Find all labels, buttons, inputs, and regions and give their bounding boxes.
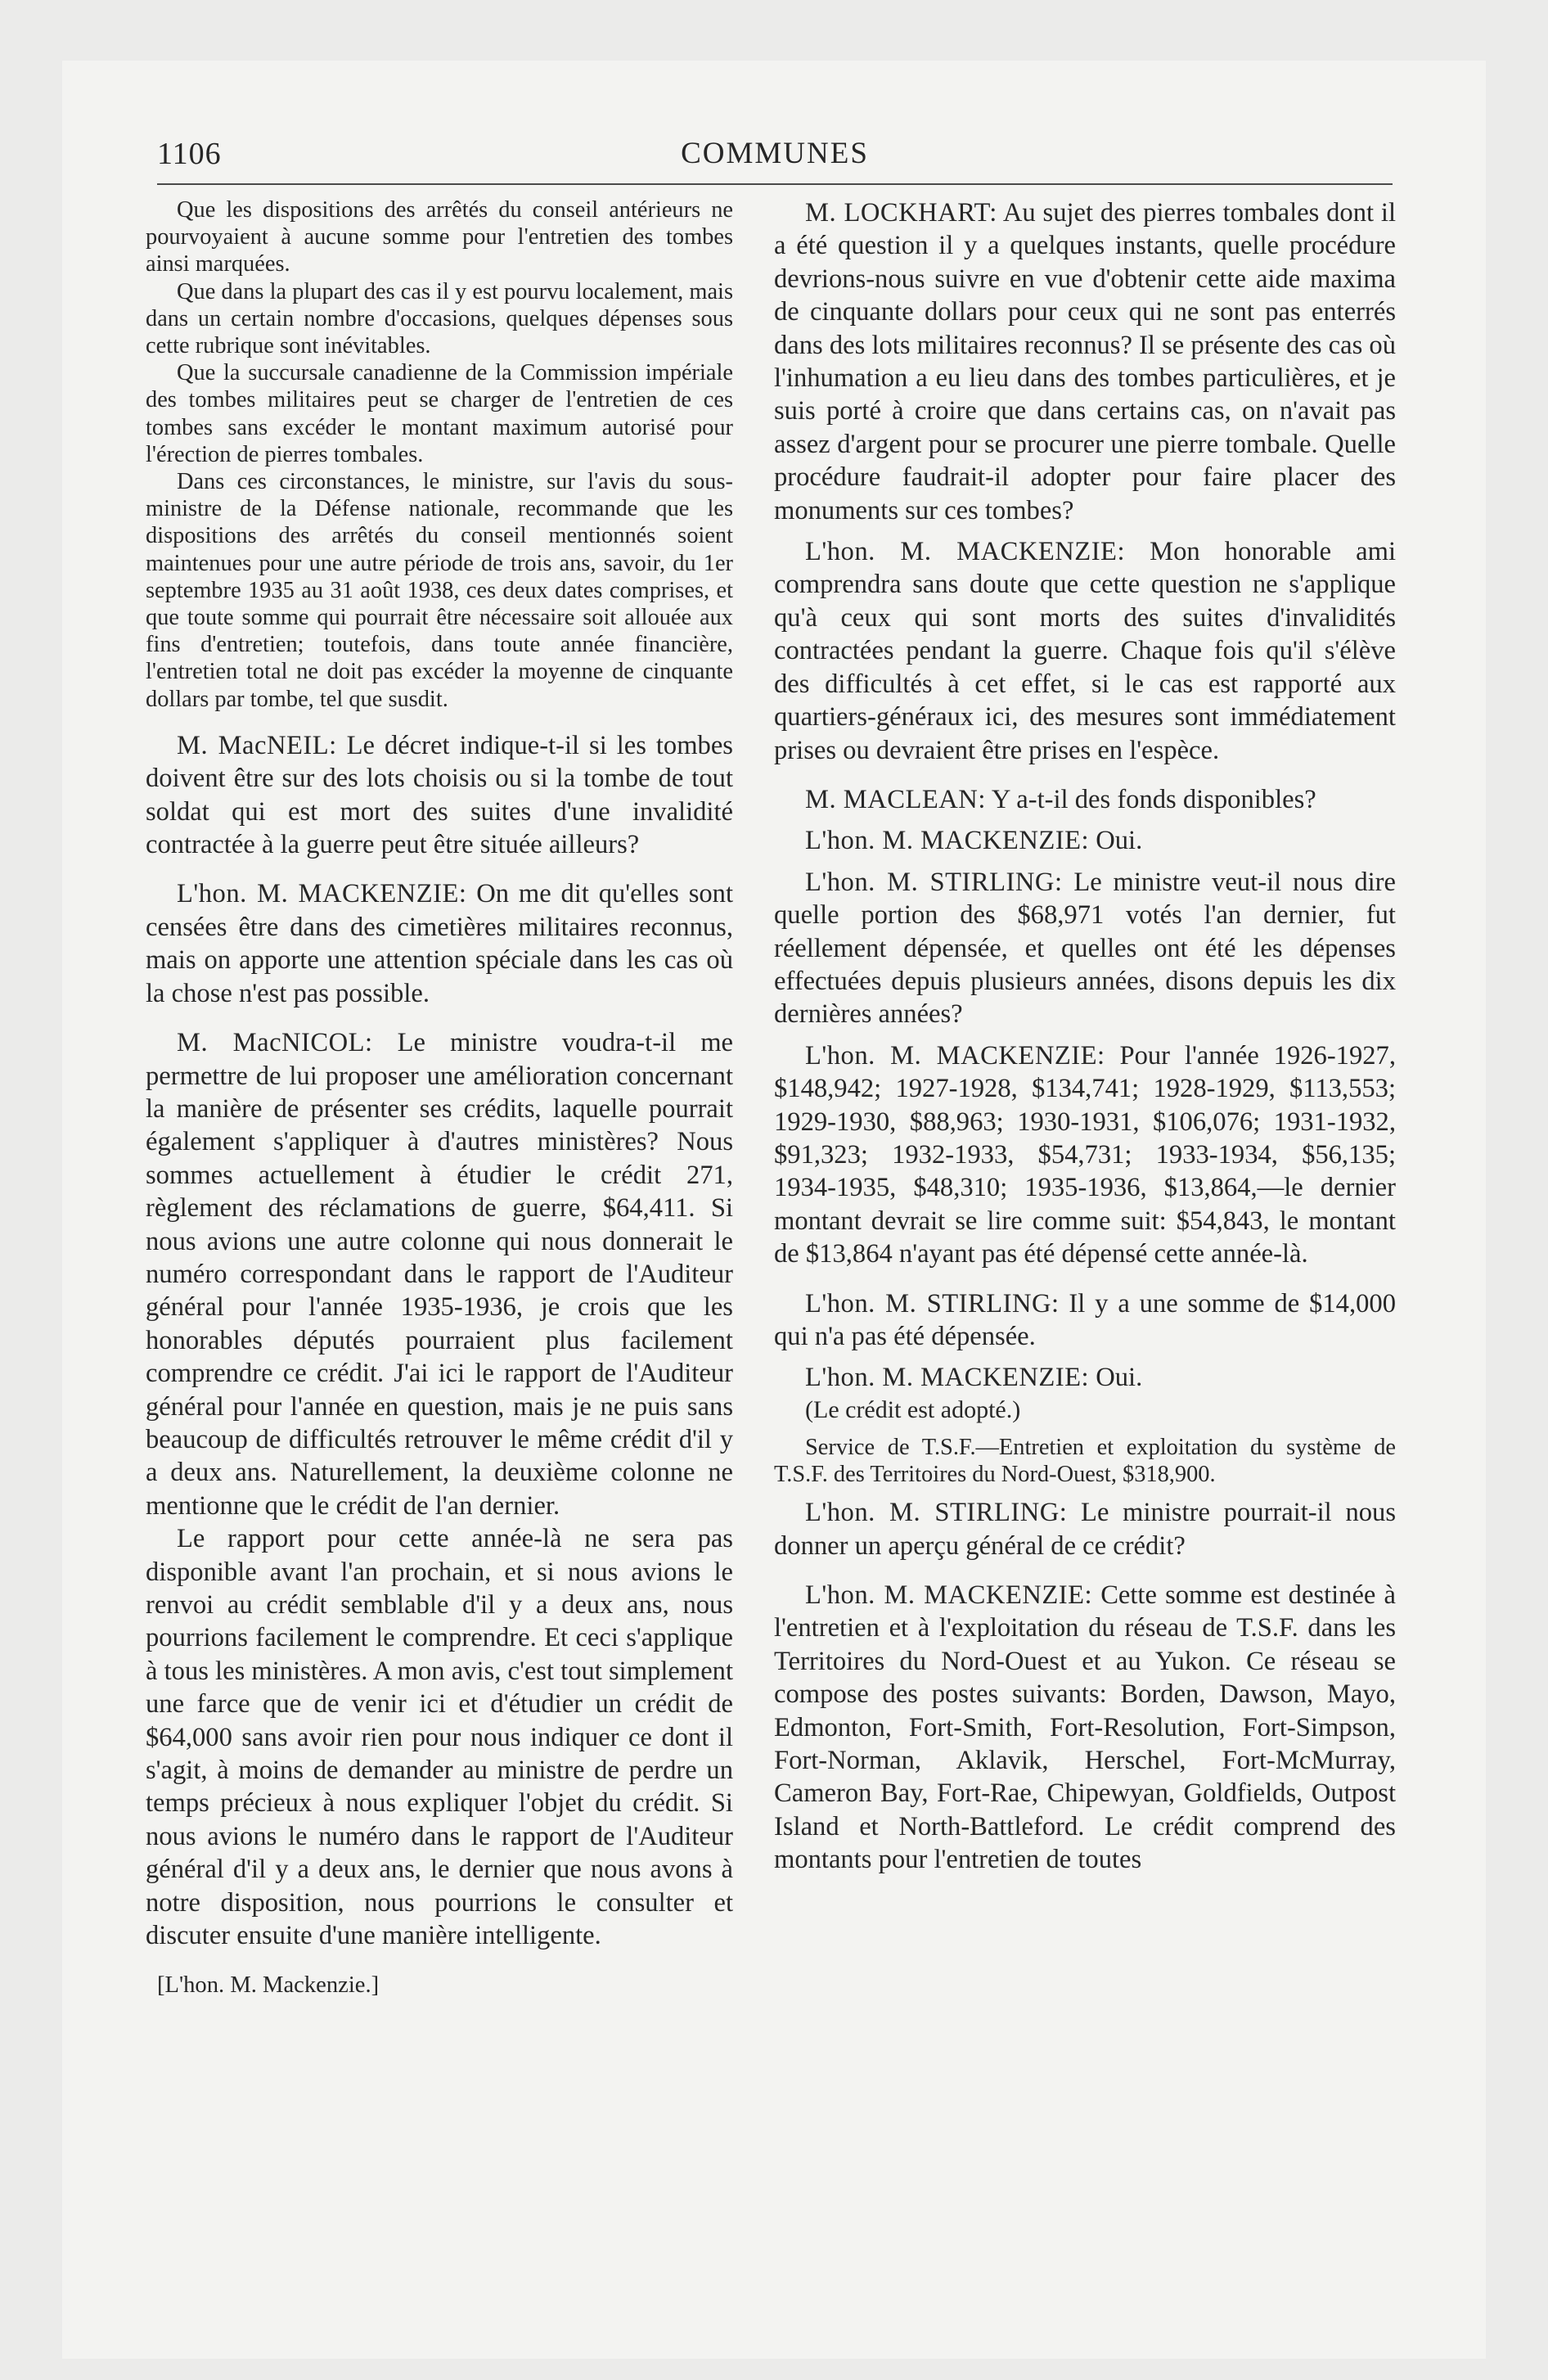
speech-paragraph	[774, 196, 1396, 527]
speaker-name: M. LOCKHART:	[805, 198, 997, 228]
speech-paragraph	[146, 877, 733, 1010]
speech-paragraph	[774, 866, 1396, 1031]
speech-text: Cette somme est destinée à l'entretien et à l'exploitation du réseau de T.S.F. dans les Territoires du Nord-Ouest et au Yukon. Ce réseau se compose des postes suivants: Borden, Dawson, Mayo, Edmonton, Fort-Smith, Fort-Resolution, Fort-Simpson, Fort-Norman, Aklavik, Herschel, Fort-McMurray, Cameron Bay, Fort-Rae, Chipewyan, Goldfields, Outpost Island et North-Battleford. Le crédit comprend des montants pour l'entretien de toutes	[774, 1580, 1396, 1875]
speech-text: Le ministre veut-il nous dire quelle portion des $68,971 votés l'an dernier, fut réellement dépensée, et quelles ont été les dépenses effectuées depuis plusieurs années, disons depuis les dix dernières années?	[774, 867, 1396, 1030]
speaker-attribution: [L'hon. M. Mackenzie.]	[157, 1972, 380, 1999]
page-header	[157, 136, 1393, 177]
speech-text: Au sujet des pierres tombales dont il a été question il y a quelques instants, quelle procédure devrions-nous suivre en vue d'obtenir cette aide maxima de cinquante dollars pour ceux qui ne sont pas enterrés dans des lots militaires reconnus? Il se présente des cas où l'inhumation a eu lieu dans des tombes particulières, et je suis porté à croire que dans certains cas, on n'avait pas assez d'argent pour se procurer une pierre tombale. Quelle procédure faudrait-il adopter pour faire placer des monuments sur ces tombes?	[774, 198, 1396, 525]
speech-paragraph	[774, 1287, 1396, 1354]
speech-paragraph	[774, 783, 1396, 816]
speech-text: Le décret indique-t-il si les tombes doivent être sur des lots choisis ou si la tombe de tout soldat qui est mort des suites d'une invalidité contractée à la guerre peut être située ailleurs?	[146, 730, 733, 860]
speech-text: Le ministre pourrait-il nous donner un aperçu général de ce crédit?	[774, 1498, 1396, 1561]
vote-item: Service de T.S.F.—Entretien et exploitation du système de T.S.F. des Territoires du Nord-Ouest, $318,900.	[774, 1434, 1396, 1488]
speaker-name: L'hon. M. MACKENZIE:	[805, 1363, 1090, 1393]
speech-text: Oui.	[1096, 826, 1143, 856]
speech-paragraph	[146, 1026, 733, 1522]
right-column	[774, 196, 1396, 1877]
speech-text: Oui.	[1096, 1363, 1143, 1393]
page-number: 1106	[157, 137, 222, 171]
speaker-name: L'hon. M. MACKENZIE:	[805, 537, 1125, 567]
order-paragraph: Dans ces circonstances, le ministre, sur l'avis du sous-ministre de la Défense nationale, recommande que les dispositions des arrêtés du conseil mentionnés soient maintenues pour une autre période de trois ans, savoir, du 1er septembre 1935 au 31 août 1938, ces deux dates comprises, et que toute somme qui pourrait être nécessaire soit allouée aux fins d'entretien; toutefois, dans toute année financière, l'entretien total ne doit pas excéder la moyenne de cinquante dollars par tombe, tel que susdit.	[146, 469, 733, 712]
speaker-name: L'hon. M. MACKENZIE:	[805, 1040, 1105, 1071]
adopted-note: (Le crédit est adopté.)	[805, 1395, 1021, 1423]
speech-paragraph	[774, 1039, 1396, 1271]
speech-text: Il y a une somme de $14,000 qui n'a pas été dépensée.	[774, 1288, 1396, 1351]
speech-paragraph	[774, 1361, 1396, 1394]
speaker-name: L'hon. M. MACKENZIE:	[805, 1580, 1093, 1611]
order-paragraph: Que les dispositions des arrêtés du conseil antérieurs ne pourvoyaient à aucune somme pour l'entretien des tombes ainsi marquées.	[146, 197, 733, 277]
speaker-name: L'hon. M. MACKENZIE:	[805, 826, 1090, 856]
speaker-name: L'hon. M. STIRLING:	[805, 1288, 1060, 1318]
speech-text: Le ministre voudra-t-il me permettre de lui proposer une amélioration concernant la manière de présenter ses crédits, laquelle pourrait également s'appliquer à d'autres ministères? Nous sommes actuellement à étudier le crédit 271, règlement des réclamations de guerre, $64,411. Si nous avions une autre colonne qui nous donnerait le numéro correspondant dans le rapport de l'Auditeur général pour l'année 1935-1936, je crois que les honorables députés pourraient plus facilement comprendre ce crédit. J'ai ici le rapport de l'Auditeur général pour l'année en question, mais je ne puis sans beaucoup de difficultés retrouver le même crédit d'il y a deux ans. Naturellement, la deuxième colonne ne mentionne que le crédit de l'an dernier.	[146, 1028, 733, 1521]
speech-text: On me dit qu'elles sont censées être dans des cimetières militaires reconnus, mais on apporte une attention spéciale dans les cas où la chose n'est pas possible.	[146, 879, 733, 1008]
speech-paragraph	[774, 824, 1396, 857]
order-paragraph: Que la succursale canadienne de la Commission impériale des tombes militaires peut se charger de l'entretien de ces tombes sans excéder le montant maximum autorisé pour l'érection de pierres tombales.	[146, 360, 733, 467]
speech-text: Pour l'année 1926-1927, $148,942; 1927-1928, $134,741; 1928-1929, $113,553; 1929-1930, $88,963; 1930-1931, $106,076; 1931-1932, $91,323; 1932-1933, $54,731; 1933-1934, $56,135; 1934-1935, $48,310; 1935-1936, $13,864,—le dernier montant devrait se lire comme suit: $54,843, le montant de $13,864 n'ayant pas été dépensé cette année-là.	[774, 1040, 1396, 1269]
speech-paragraph	[774, 1579, 1396, 1877]
running-head: COMMUNES	[681, 137, 869, 170]
speaker-name: L'hon. M. MACKENZIE:	[177, 879, 467, 909]
speaker-name: M. MACLEAN:	[805, 784, 986, 814]
left-column	[146, 196, 733, 1999]
speaker-name: M. MacNICOL:	[177, 1028, 373, 1058]
speech-paragraph	[146, 729, 733, 862]
header-rule	[157, 183, 1393, 185]
speech-paragraph	[774, 1496, 1396, 1562]
speech-text: Y a-t-il des fonds disponibles?	[991, 784, 1316, 814]
speaker-name: M. MacNEIL:	[177, 730, 337, 760]
speech-text: Mon honorable ami comprendra sans doute que cette question ne s'applique qu'à ceux qui sont morts des suites d'invalidités contractées pendant la guerre. Chaque fois qu'il s'élève des difficultés à cet effet, si le cas est rapporté aux quartiers-généraux ici, des mesures sont immédiatement prises ou devraient être prises en l'espèce.	[774, 537, 1397, 765]
speech-paragraph	[774, 535, 1396, 767]
speaker-name: L'hon. M. STIRLING:	[805, 867, 1063, 897]
speech-continuation: Le rapport pour cette année-là ne sera pas disponible avant l'an prochain, et si nous avions le renvoi au crédit semblable d'il y a deux ans, nous pourrions facilement le comprendre. Et ceci s'applique à tous les ministères. A mon avis, c'est tout simplement une farce que de venir ici et d'étudier un crédit de $64,000 sans avoir rien pour nous indiquer ce dont il s'agit, à moins de demander au ministre de perdre un temps précieux à nous expliquer l'objet du crédit. Si nous avions le numéro dans le rapport de l'Auditeur général d'il y a deux ans, le dernier que nous avons à notre disposition, nous pourrions le consulter et discuter ensuite d'une manière intelligente.	[146, 1524, 733, 1951]
speaker-name: L'hon. M. STIRLING:	[805, 1498, 1068, 1528]
order-paragraph: Que dans la plupart des cas il y est pourvu localement, mais dans un certain nombre d'occasions, quelques dépenses sous cette rubrique sont inévitables.	[146, 278, 733, 359]
